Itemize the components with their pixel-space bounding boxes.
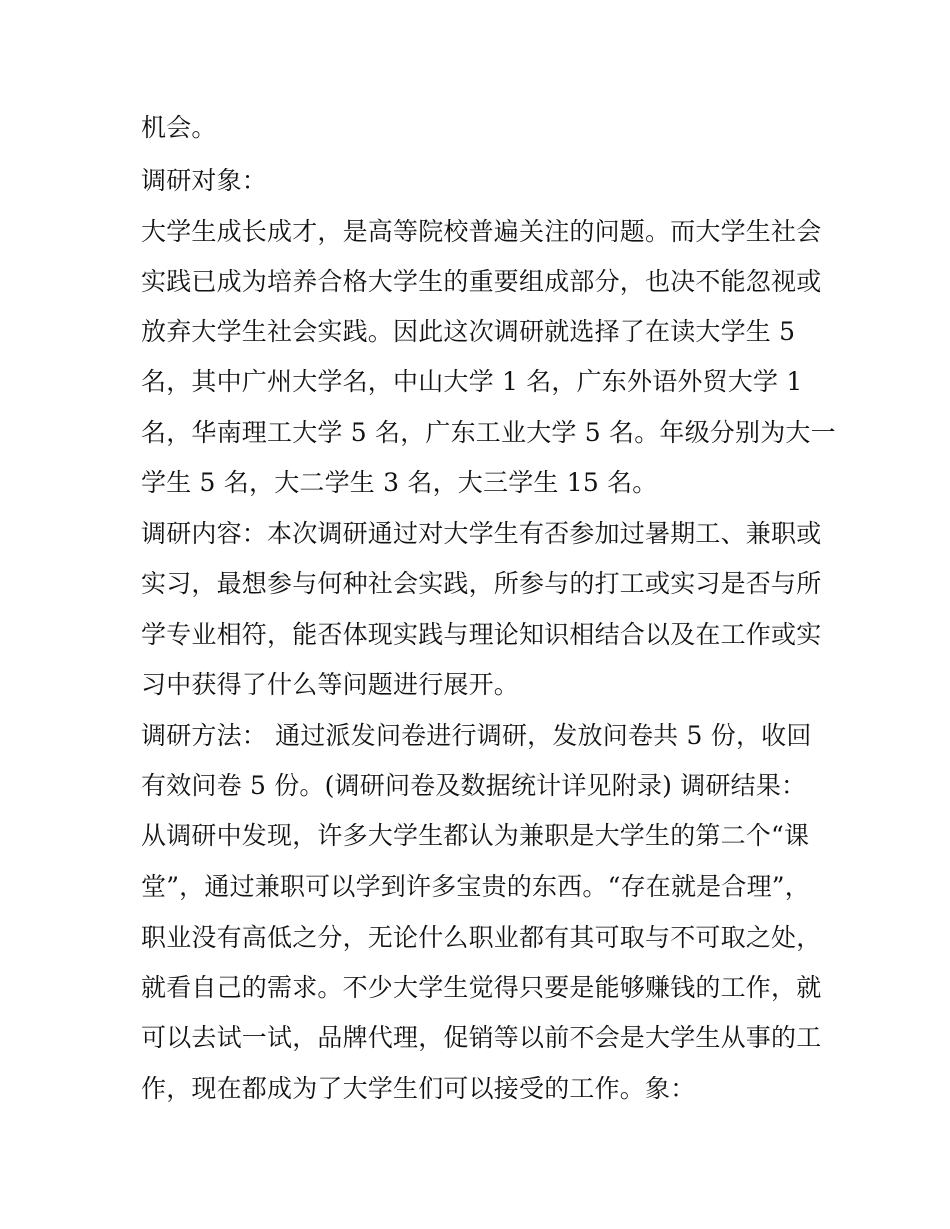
text-line: 调研内容：本次调研通过对大学生有否参加过暑期工、兼职或 — [141, 519, 822, 548]
text-line: 可以去试一试，品牌代理，促销等以前不会是大学生从事的工 — [141, 1023, 822, 1052]
text-line: 名，华南理工大学 5 名，广东工业大学 5 名。年级分别为大一 — [141, 418, 836, 447]
text-line: 职业没有高低之分，无论什么职业都有其可取与不可取之处， — [141, 923, 822, 952]
text-line: 堂”，通过兼职可以学到许多宝贵的东西。“存在就是合理”， — [141, 872, 810, 901]
section-heading-research-subjects: 调研对象： — [141, 166, 268, 195]
text-line: 调研方法： 通过派发问卷进行调研，发放问卷共 5 份，收回 — [141, 721, 812, 750]
text-line: 就看自己的需求。不少大学生觉得只要是能够赚钱的工作，就 — [141, 973, 822, 1002]
text-line: 放弃大学生社会实践。因此这次调研就选择了在读大学生 5 — [141, 317, 796, 346]
text-line: 有效问卷 5 份。(调研问卷及数据统计详见附录) 调研结果： — [141, 771, 807, 800]
text-line: 学生 5 名，大二学生 3 名，大三学生 15 名。 — [141, 468, 658, 497]
text-line: 实习，最想参与何种社会实践，所参与的打工或实习是否与所 — [141, 569, 822, 598]
text-line: 习中获得了什么等问题进行展开。 — [141, 670, 520, 699]
text-line: 实践已成为培养合格大学生的重要组成部分，也决不能忽视或 — [141, 267, 822, 296]
text-line: 大学生成长成才，是高等院校普遍关注的问题。而大学生社会 — [141, 217, 822, 246]
text-line: 名，其中广州大学名，中山大学 1 名，广东外语外贸大学 1 — [141, 367, 803, 396]
text-line: 机会。 — [141, 113, 217, 142]
text-line: 作，现在都成为了大学生们可以接受的工作。象： — [141, 1074, 696, 1103]
text-line: 从调研中发现，许多大学生都认为兼职是大学生的第二个“课 — [141, 821, 810, 850]
text-line: 学专业相符，能否体现实践与理论知识相结合以及在工作或实 — [141, 620, 822, 649]
